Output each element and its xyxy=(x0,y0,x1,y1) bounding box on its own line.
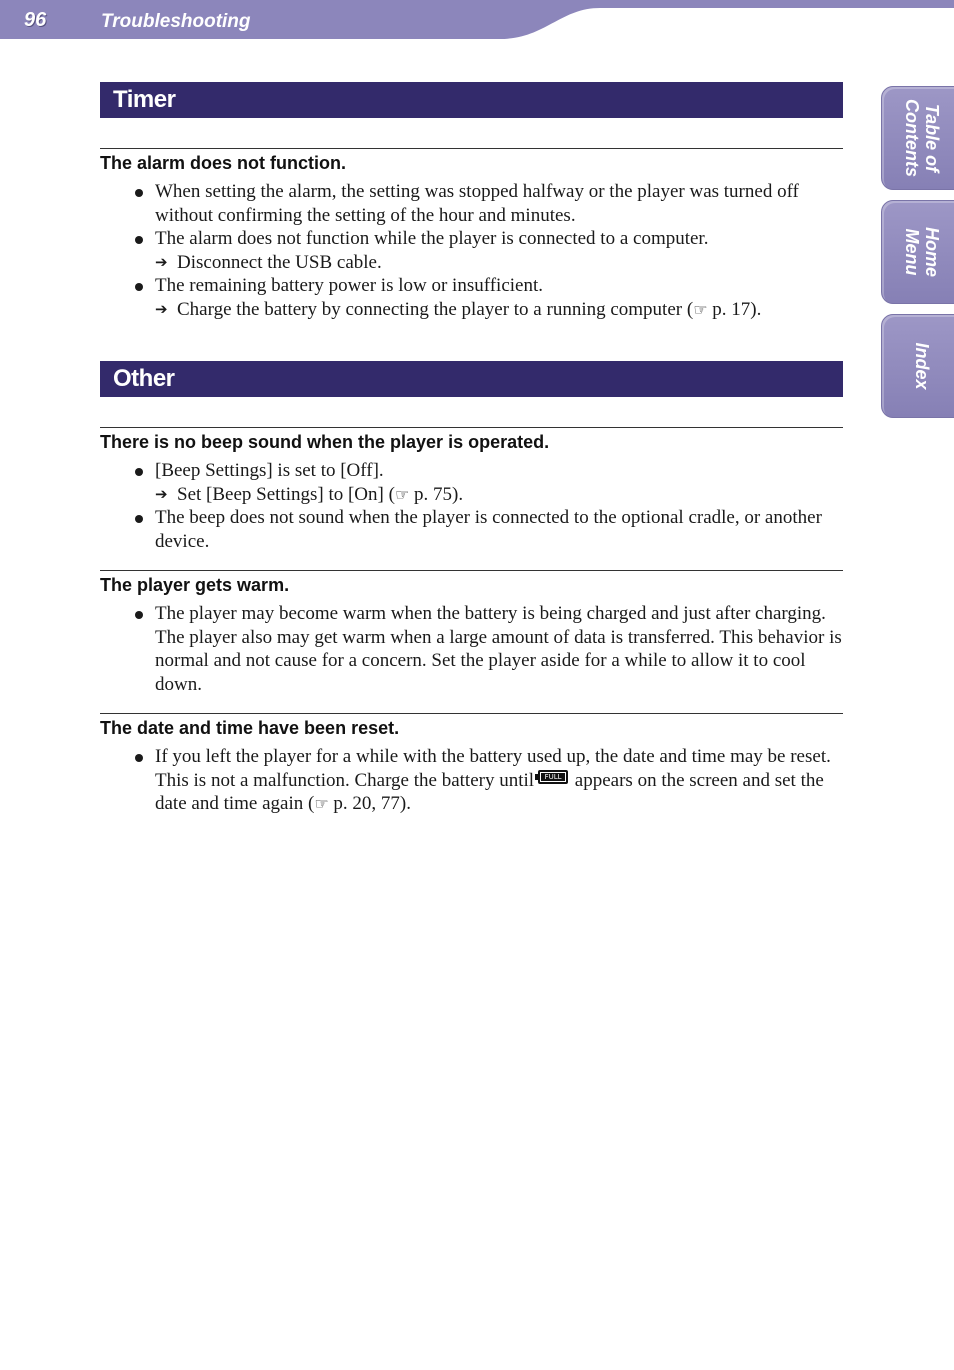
tab-label-index: Index xyxy=(912,342,932,390)
bullet-dot-icon xyxy=(135,283,143,291)
arrow-right-icon: ➔ xyxy=(155,484,168,503)
solution xyxy=(155,251,843,275)
topic-heading: The player gets warm. xyxy=(100,575,290,595)
home-menu-tab[interactable] xyxy=(881,200,954,304)
solution-text-end: ). xyxy=(452,483,464,505)
list-item xyxy=(100,227,843,274)
list-item xyxy=(100,506,843,553)
item-list xyxy=(100,602,843,696)
solution xyxy=(155,483,843,507)
solution xyxy=(155,298,843,322)
battery-full-icon xyxy=(538,770,568,784)
item-text: The player may become warm when the battery is being charged and just after charging. The player also may get warm when a large amount of data is transferred. This behavior is normal and not cause for a concern. Set the player aside for a while to allow it to cool down. xyxy=(155,603,842,695)
bullet-dot-icon xyxy=(135,611,143,619)
arrow-right-icon: ➔ xyxy=(155,299,168,318)
item-text-mid: appears on the screen and set the date and time again ( xyxy=(155,769,824,814)
table-of-contents-tab[interactable] xyxy=(881,86,954,190)
item-text: If you left the player for a while with the battery used up, the date and time may be reset. This is not a malfunction. Charge the battery until xyxy=(155,746,831,791)
topic-heading: There is no beep sound when the player is operated. xyxy=(100,432,550,452)
topic-heading: The date and time have been reset. xyxy=(100,718,400,738)
page-reference-link[interactable]: p. 20, 77 xyxy=(333,793,400,814)
solution-text: Set [Beep Settings] to [On] ( xyxy=(177,483,395,505)
list-item xyxy=(100,459,843,506)
item-list xyxy=(100,180,843,321)
page-number: 96 xyxy=(24,9,47,31)
solution-text-end: ). xyxy=(750,298,762,320)
page-reference-link[interactable]: p. 75 xyxy=(414,483,453,505)
index-tab[interactable] xyxy=(881,314,954,418)
topic-beep xyxy=(100,427,843,553)
bullet-dot-icon xyxy=(135,468,143,476)
list-item xyxy=(100,602,843,696)
solution-text: Disconnect the USB cable. xyxy=(177,251,382,273)
item-list xyxy=(100,459,843,553)
item-list xyxy=(100,745,843,816)
list-item xyxy=(100,745,843,816)
page-reference-icon: ☞ xyxy=(314,794,329,813)
topic-alarm xyxy=(100,148,843,321)
tab-label-home-menu: Home Menu xyxy=(902,226,942,278)
bullet-dot-icon xyxy=(135,236,143,244)
page-reference-icon: ☞ xyxy=(693,299,708,319)
section-title-other: Other xyxy=(100,361,843,397)
topic-warm xyxy=(100,570,843,696)
item-text: When setting the alarm, the setting was stopped halfway or the player was turned off without confirming the setting of the hour and minutes. xyxy=(155,181,799,226)
section-title-timer: Timer xyxy=(100,82,843,118)
bullet-dot-icon xyxy=(135,189,143,197)
item-text: [Beep Settings] is set to [Off]. xyxy=(155,460,384,481)
bullet-dot-icon xyxy=(135,754,143,762)
tab-label-contents: Table of Contents xyxy=(902,99,942,177)
page-reference-link[interactable]: p. 17 xyxy=(712,298,751,320)
topic-date-reset xyxy=(100,713,843,816)
item-text: The alarm does not function while the player is connected to a computer. xyxy=(155,228,709,249)
battery-label: FULL xyxy=(540,772,566,782)
page-reference-icon: ☞ xyxy=(394,484,410,504)
list-item xyxy=(100,180,843,227)
page-content xyxy=(100,82,843,816)
topic-heading: The alarm does not function. xyxy=(100,153,347,173)
page-header xyxy=(0,0,954,40)
item-text: The remaining battery power is low or insufficient. xyxy=(155,275,543,296)
bullet-dot-icon xyxy=(135,515,143,523)
arrow-right-icon: ➔ xyxy=(155,252,168,271)
list-item xyxy=(100,274,843,321)
item-text: The beep does not sound when the player is connected to the optional cradle, or another device. xyxy=(155,507,822,552)
item-text-end: ). xyxy=(399,793,411,814)
breadcrumb: Troubleshooting xyxy=(101,11,251,32)
solution-text: Charge the battery by connecting the player to a running computer ( xyxy=(177,298,694,320)
